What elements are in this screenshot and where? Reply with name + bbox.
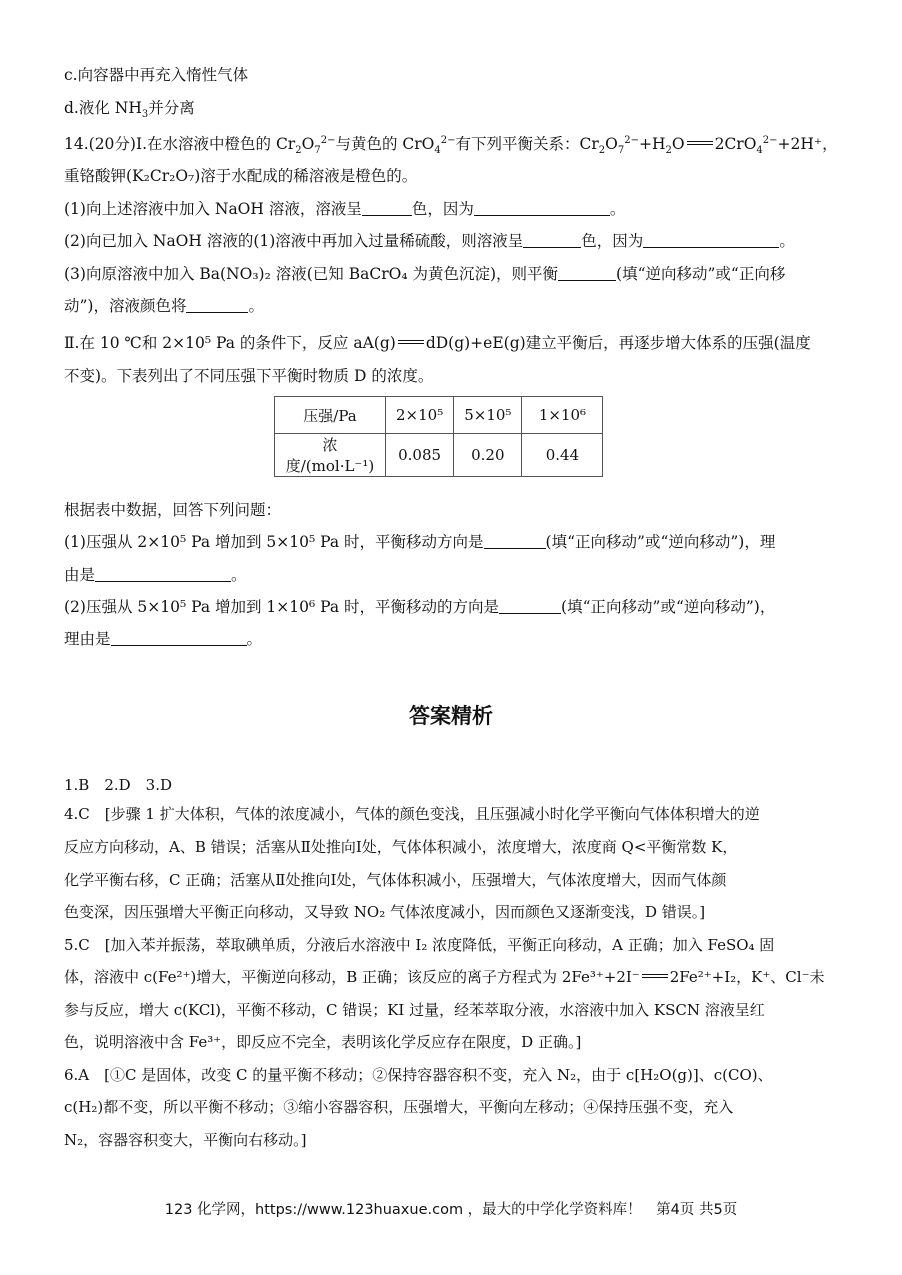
q14-partII-l1-pre: Ⅱ.在 10 ℃和 2×10⁵ Pa 的条件下，反应 aA(g) [64,334,396,352]
answer-blank[interactable] [95,565,231,582]
q14-part3-pre: (3)向原溶液中加入 Ba(NO₃)₂ 溶液(已知 BaCrO₄ 为黄色沉淀)，则平衡 [64,265,559,283]
answer-5-line3: 参与反应，增大 c(KCl)，平衡不移动，C 错误；KI 过量，经苯萃取分液，水溶液中加入 KSCN 溶液呈红 [64,1001,765,1019]
answer-blank[interactable] [558,264,616,281]
table-cell: 0.085 [386,434,454,477]
answer-4-line2: 反应方向移动，A、B 错误；活塞从Ⅱ处推向Ⅰ处，气体体积减小，浓度增大，浓度商 Q<平衡常数 K， [64,838,738,856]
q14-part1-mid: 色，因为 [411,200,474,218]
q14-part3-l2-end: 。 [248,297,264,315]
q14-intro-end: +2H⁺， [777,135,838,153]
q14-part3 [64,263,838,285]
answer-6-line2: c(H₂)都不变，所以平衡不移动；③缩小容器容积，压强增大，平衡向左移动；④保持压强不变，充入 [64,1098,734,1116]
answer-blank[interactable] [111,629,247,646]
pressure-concentration-table [274,396,603,477]
equilibrium-arrow-icon [687,141,713,145]
answer-5-l2-pre: 体，溶液中 c(Fe²⁺)增大，平衡逆向移动，B 正确；该反应的离子方程式为 2Fe³⁺+2I⁻ [64,968,640,986]
table-cell: 1×10⁶ [522,397,603,434]
formula-sup: 2− [624,134,639,146]
answer-blank[interactable] [186,296,248,313]
page-footer: 123 化学网，https://www.123huaxue.com ，最大的中学化学资料库！ 第4页 共5页 [164,1202,738,1218]
table-cell: 2×10⁵ [386,397,454,434]
formula-sup: 2− [762,134,778,146]
q14-part3-end: (填“逆向移动”或“正向移 [616,265,786,283]
answer-4-line1: 4.C [步骤 1 扩大体积，气体的浓度减小，气体的颜色变浅，且压强减小时化学平衡向气体体积增大的逆 [64,805,760,823]
answer-blank[interactable] [643,231,779,248]
q14-part1-pre: (1)向上述溶液中加入 NaOH 溶液，溶液呈 [64,200,362,218]
answer-blank[interactable] [484,532,546,549]
q14-part1 [64,198,838,220]
q14-part1-end: 。 [609,200,626,218]
q14-sub1-line2 [64,564,838,586]
formula-sub: 4 [434,145,441,157]
formula-sub: 7 [314,145,321,157]
equilibrium-arrow-icon [398,340,424,344]
formula-sub: 2 [295,145,302,157]
answer-blank[interactable] [362,199,412,216]
q14-sub1-l2-pre: 由是 [64,566,96,584]
answer-6-line3: N₂，容器容积变大，平衡向右移动。] [64,1131,307,1149]
q14-sub2-line2 [64,628,838,650]
answer-5-l2-post: 2Fe²⁺+I₂，K⁺、Cl⁻未 [669,968,825,986]
q14-sub2-l2-pre: 理由是 [64,630,111,648]
answers-title: 答案精析 [409,704,493,728]
table-row [275,397,603,434]
answer-4-line4: 色变深，因压强增大平衡正向移动，又导致 NO₂ 气体浓度减小，因而颜色又逐渐变浅，D 错误。] [64,903,706,921]
option-d-post: 并分离 [148,99,195,117]
q14-intro-eq-right: 2CrO [714,135,757,153]
answer-5-line2 [64,966,838,988]
option-c: c.向容器中再充入惰性气体 [64,66,249,84]
table-cell: 0.20 [454,434,522,477]
answer-blank[interactable] [523,231,581,248]
formula-sup: 2− [440,134,456,146]
q14-sub2-l2-end: 。 [246,630,263,648]
table-cell: 0.44 [522,434,603,477]
q14-partII-l1-post: dD(g)+eE(g)建立平衡后，再逐步增大体系的压强(温度 [425,334,811,352]
table-cell: 浓度/(mol·L⁻¹) [275,434,386,477]
q14-part2 [64,230,838,252]
answer-blank[interactable] [499,597,561,614]
answer-1-3: 1.B 2.D 3.D [64,776,173,794]
answer-6-line1: 6.A [①C 是固体，改变 C 的量平衡不移动；②保持容器容积不变，充入 N₂，由于 c[H₂O(g)]、c(CO)、 [64,1066,773,1084]
q14-partII-line1 [64,332,838,354]
formula-sup: 2− [320,134,336,146]
formula-sub: 2 [598,145,606,157]
option-d-sub: 3 [141,109,149,121]
q14-part2-end: 。 [779,232,795,250]
answer-5-line4: 色，说明溶液中含 Fe³⁺，即反应不完全，表明该化学反应存在限度，D 正确。] [64,1033,582,1051]
q14-intro-mid1: 与黄色的 CrO [335,135,435,153]
option-d-pre: d.液化 NH [64,99,142,117]
answer-5-line1: 5.C [加入苯并振荡，萃取碘单质，分液后水溶液中 I₂ 浓度降低，平衡正向移动，A 正确；加入 FeSO₄ 固 [64,936,775,954]
q14-sub1-pre: (1)压强从 2×10⁵ Pa 增加到 5×10⁵ Pa 时，平衡移动方向是 [64,533,484,551]
q14-sub1-end: (填“正向移动”或“逆向移动”)，理 [545,533,776,551]
option-d [64,97,838,119]
q14-sub2 [64,596,838,618]
q14-sub2-end: (填“正向移动”或“逆向移动”)， [561,598,776,616]
answer-4-line3: 化学平衡右移，C 正确；活塞从Ⅱ处推向Ⅰ处，气体体积减小，压强增大，气体浓度增大，因而气体颜 [64,871,727,889]
formula-sub: 7 [617,145,625,157]
q14-part3-line2 [64,295,838,317]
table-row [275,434,603,477]
q14-sub1-l2-end: 。 [231,566,247,584]
q14-intro-pre: 14.(20分)Ⅰ.在水溶液中橙色的 Cr [64,135,296,153]
q14-intro: 14.(20分)Ⅰ.在水溶液中橙色的 $Cr_2O_7^{2-}$与黄色的 CrO$_4^{2-}$有下列平衡关系：$Cr_2O_7^{2-}+H_2O$ 2CrO$_4^{2-}$+2H⁺， [64,134,838,157]
q14-intro-mid2: 有下列平衡关系：Cr [455,135,599,153]
q14-sub2-pre: (2)压强从 5×10⁵ Pa 增加到 1×10⁶ Pa 时，平衡移动的方向是 [64,598,500,616]
q14-part2-mid: 色，因为 [581,232,644,250]
equilibrium-arrow-icon [642,974,668,978]
after-table-text: 根据表中数据，回答下列问题： [64,501,282,519]
q14-part2-pre: (2)向已加入 NaOH 溶液的(1)溶液中再加入过量稀硫酸，则溶液呈 [64,232,524,250]
q14-part3-l2-pre: 动”)，溶液颜色将 [64,297,187,315]
formula-sub: 2 [665,145,672,157]
q14-line2: 重铬酸钾(K₂Cr₂O₇)溶于水配成的稀溶液是橙色的。 [64,167,418,185]
q14-partII-line2: 不变)。下表列出了不同压强下平衡时物质 D 的浓度。 [64,367,434,385]
answer-blank[interactable] [474,199,610,216]
formula-sub: 4 [756,145,763,157]
q14-sub1 [64,531,838,553]
table-cell: 5×10⁵ [454,397,522,434]
table-cell: 压强/Pa [275,397,386,434]
